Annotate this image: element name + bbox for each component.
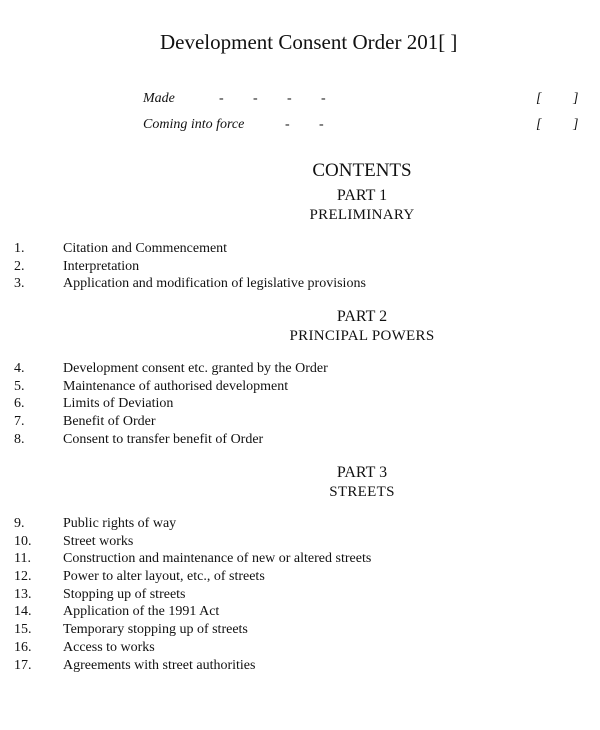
toc-item-title: Consent to transfer benefit of Order [63,431,264,447]
toc-item [0,551,600,569]
toc-item-number: 17. [14,657,32,673]
part-3-toc-list [0,516,600,675]
toc-item [0,658,600,676]
part-2-label: PART 2 [336,308,388,325]
dash: - [219,91,224,106]
toc-item-title: Agreements with street authorities [63,657,256,673]
dash: - [287,91,292,106]
toc-item-number: 6. [14,396,25,412]
made-row [143,91,588,111]
toc-item-number: 11. [14,551,31,567]
toc-item-title: Limits of Deviation [63,396,174,412]
coming-into-force-dashes [285,117,353,133]
toc-item [0,516,600,534]
made-date-bracket-close: ] [573,91,579,106]
part-1-label: PART 1 [336,187,388,204]
toc-item-number: 1. [14,241,25,256]
toc-item-title: Public rights of way [63,516,177,531]
coming-into-force-label: Coming into force [143,117,245,132]
toc-item-title: Construction and maintenance of new or altered streets [63,551,372,567]
force-date-bracket-open: [ [536,117,542,132]
toc-item-number: 8. [14,431,25,447]
made-label: Made [143,91,175,106]
toc-item-title: Application of the 1991 Act [63,604,220,620]
toc-item-number: 15. [14,622,32,638]
made-dashes [219,91,355,107]
toc-item-title: Development consent etc. granted by the Order [63,361,328,376]
toc-item-number: 12. [14,569,32,585]
part-2-toc-list [0,361,600,449]
toc-item-number: 7. [14,414,25,430]
toc-item [0,587,600,605]
dash: - [253,91,258,106]
toc-item-title: Application and modification of legislative provisions [63,276,366,292]
coming-into-force-row [143,117,588,137]
part-1-toc-list [0,241,600,294]
toc-item-title: Citation and Commencement [63,241,228,256]
toc-item [0,276,600,294]
toc-item-title: Access to works [63,639,155,655]
toc-item-title: Temporary stopping up of streets [63,622,248,638]
toc-item [0,414,600,432]
toc-item-number: 10. [14,533,32,549]
toc-item [0,241,600,259]
dash: - [319,117,324,132]
part-2-title: PRINCIPAL POWERS [289,328,435,344]
toc-item [0,432,600,450]
toc-item [0,640,600,658]
toc-item-title: Stopping up of streets [63,586,186,602]
toc-item [0,534,600,552]
toc-item [0,622,600,640]
toc-item [0,379,600,397]
part-3-title: STREETS [329,484,395,500]
force-date-bracket-close: ] [573,117,579,132]
toc-item-title: Maintenance of authorised development [63,378,289,394]
made-date-bracket-open: [ [536,91,542,106]
toc-item-number: 2. [14,258,25,274]
toc-item-title: Street works [63,533,134,549]
part-3-label: PART 3 [336,464,388,481]
toc-item-title: Interpretation [63,258,140,274]
toc-item [0,259,600,277]
toc-item-number: 14. [14,604,32,620]
toc-item-number: 3. [14,276,25,292]
part-1-title: PRELIMINARY [309,207,415,223]
toc-item-number: 13. [14,586,32,602]
toc-item [0,569,600,587]
document-title: Development Consent Order 201[ ] [160,30,458,54]
dash: - [321,91,326,106]
toc-item-number: 9. [14,516,25,531]
toc-item [0,604,600,622]
toc-item [0,396,600,414]
toc-item-number: 4. [14,361,25,376]
toc-item-number: 16. [14,639,32,655]
dash: - [285,117,290,132]
toc-item-number: 5. [14,378,25,394]
toc-item-title: Power to alter layout, etc., of streets [63,569,265,585]
toc-item [0,361,600,379]
contents-heading: CONTENTS [312,160,412,181]
toc-item-title: Benefit of Order [63,414,156,430]
